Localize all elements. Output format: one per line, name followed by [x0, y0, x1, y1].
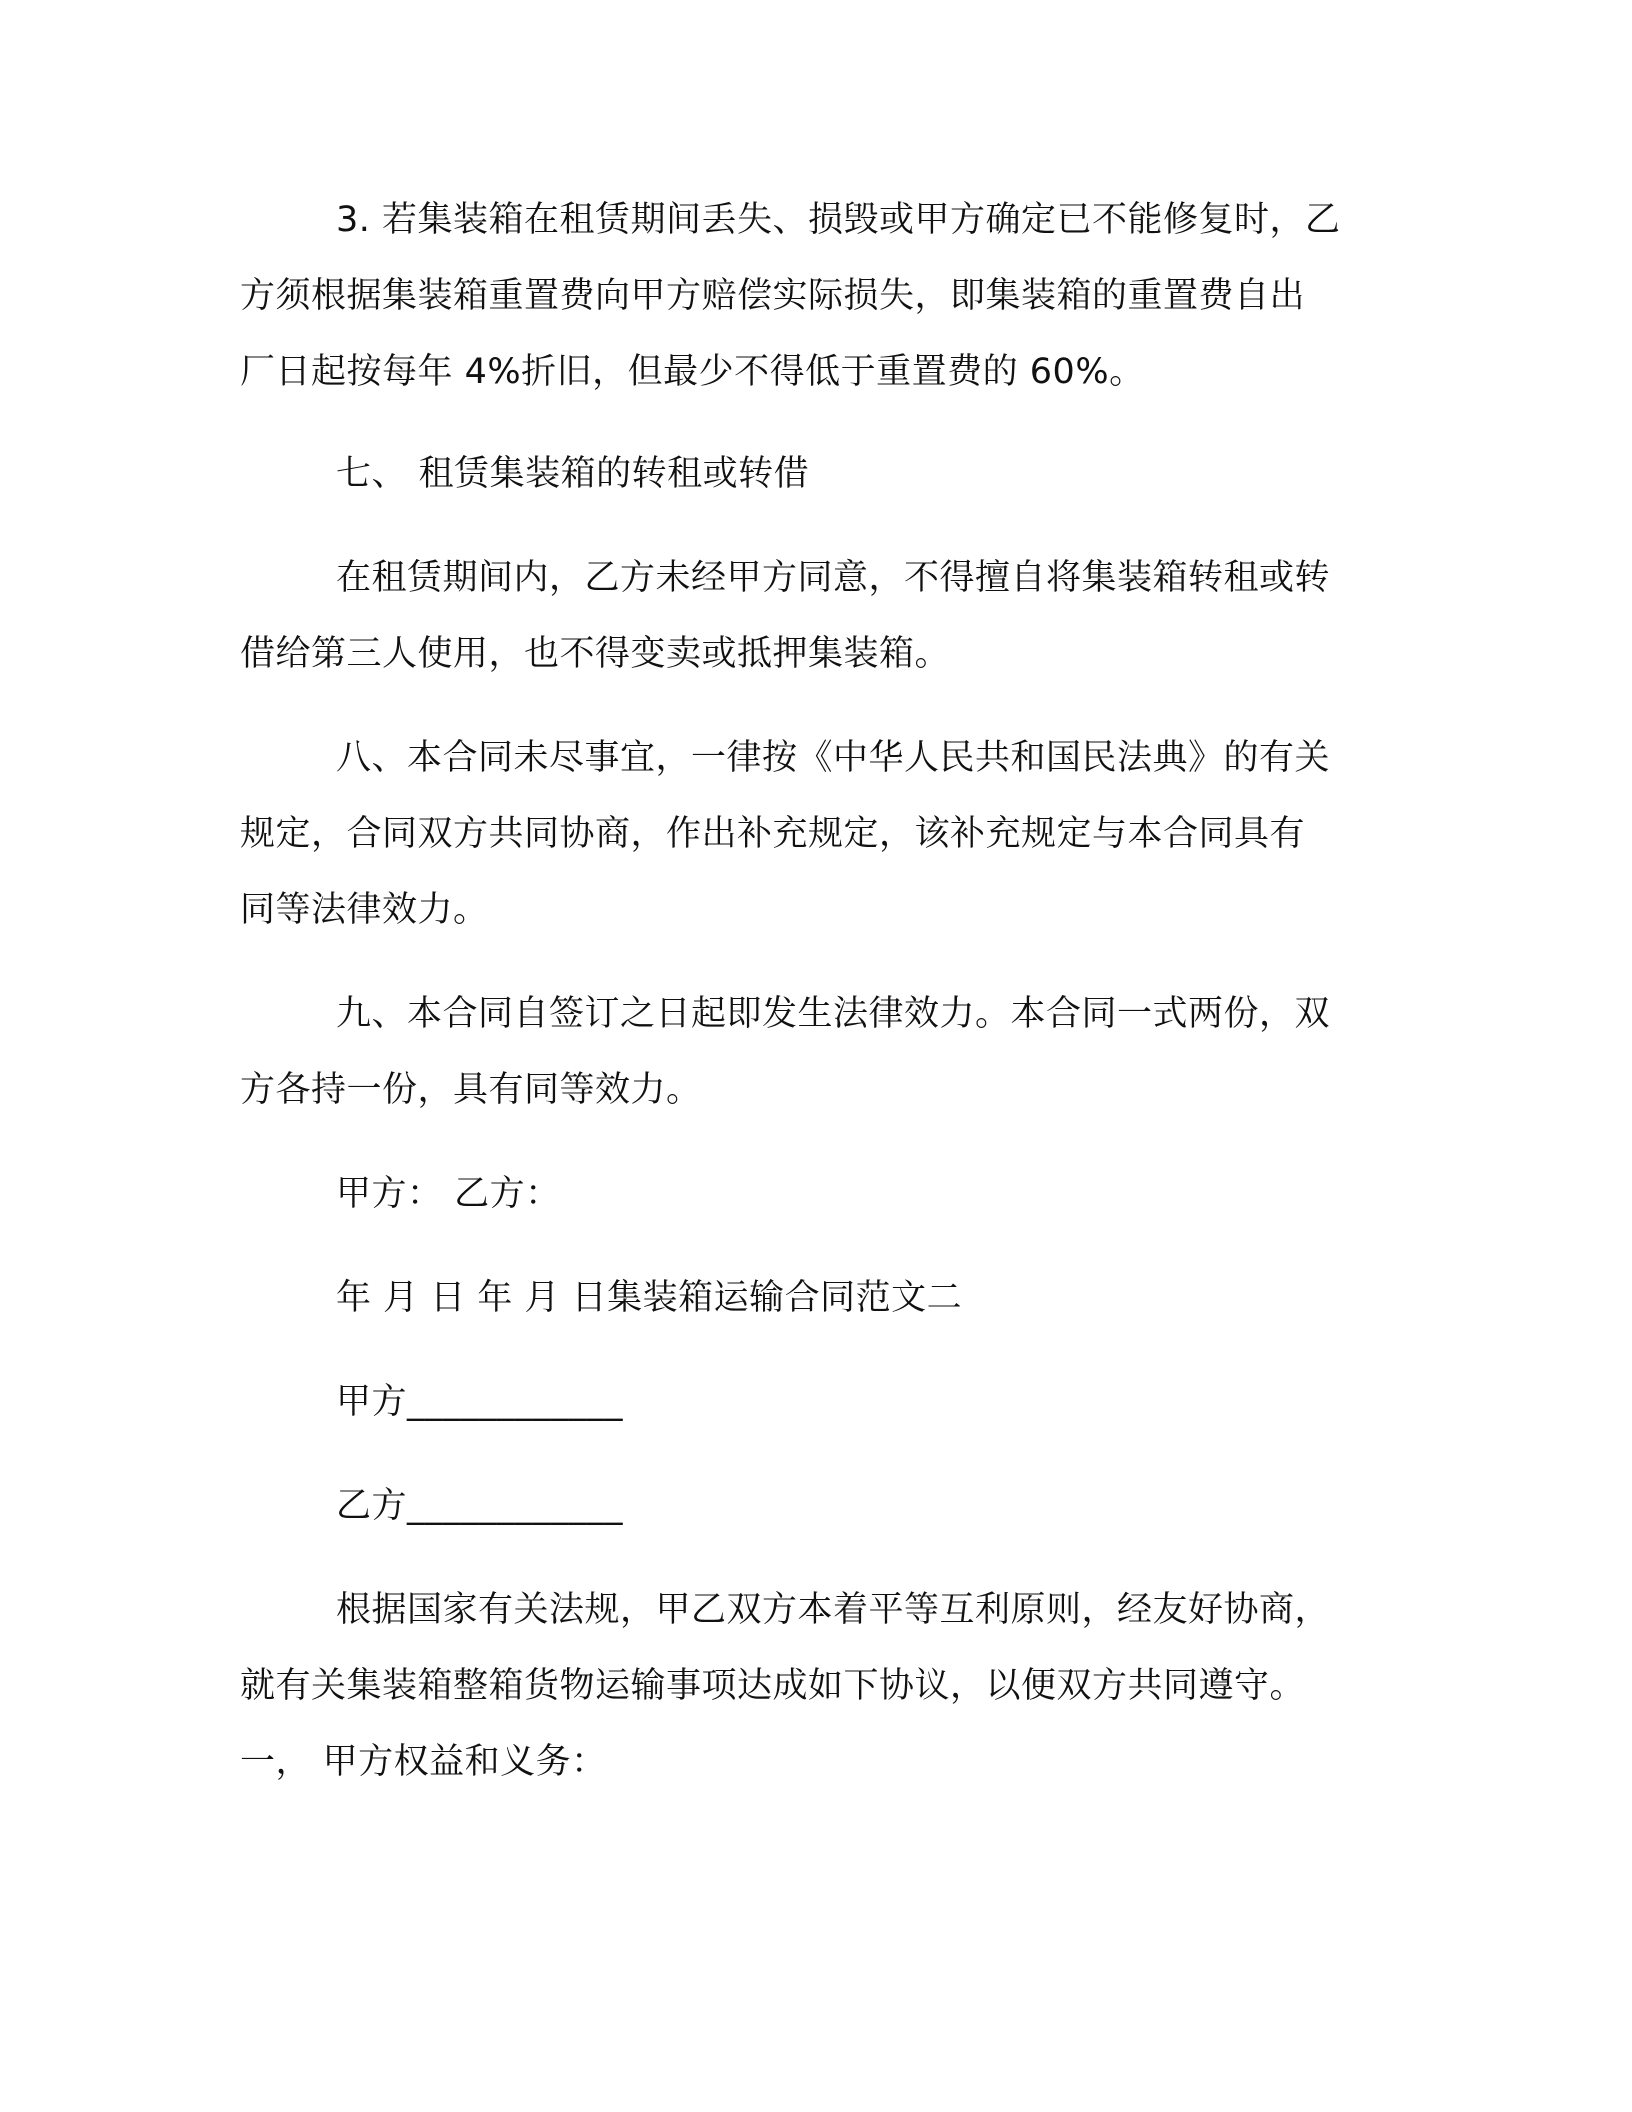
section-7-heading: 七、 租赁集装箱的转租或转借 [336, 454, 810, 494]
clause-3-line-1: 3. 若集装箱在租赁期间丢失、损毁或甲方确定已不能修复时，乙 [336, 200, 1341, 240]
section-9-line-1: 九、本合同自签订之日起即发生法律效力。本合同一式两份，双 [336, 994, 1331, 1034]
party-a-field: 甲方____________ [336, 1382, 624, 1422]
signature-dates-and-title: 年 月 日 年 月 日集装箱运输合同范文二 [336, 1278, 963, 1318]
section-9-line-2: 方各持一份，具有同等效力。 [240, 1070, 702, 1110]
section-7-line-1: 在租赁期间内，乙方未经甲方同意，不得擅自将集装箱转租或转 [336, 558, 1331, 598]
section-8-line-2: 规定，合同双方共同协商，作出补充规定，该补充规定与本合同具有 [240, 814, 1306, 854]
party-b-field: 乙方____________ [336, 1486, 624, 1526]
section-7-line-2: 借给第三人使用，也不得变卖或抵押集装箱。 [240, 634, 951, 674]
clause-3-line-3: 厂日起按每年 4%折旧，但最少不得低于重置费的 60%。 [240, 352, 1145, 392]
section-8-line-1: 八、本合同未尽事宜，一律按《中华人民共和国民法典》的有关 [336, 738, 1331, 778]
section-8-line-3: 同等法律效力。 [240, 890, 489, 930]
preamble-line-1: 根据国家有关法规，甲乙双方本着平等互利原则，经友好协商， [336, 1590, 1331, 1630]
clause-3-line-2: 方须根据集装箱重置费向甲方赔偿实际损失，即集装箱的重置费自出 [240, 276, 1306, 316]
section-1-heading: 一， 甲方权益和义务： [240, 1742, 607, 1782]
preamble-line-2: 就有关集装箱整箱货物运输事项达成如下协议，以便双方共同遵守。 [240, 1666, 1306, 1706]
signature-parties: 甲方： 乙方： [336, 1174, 561, 1214]
